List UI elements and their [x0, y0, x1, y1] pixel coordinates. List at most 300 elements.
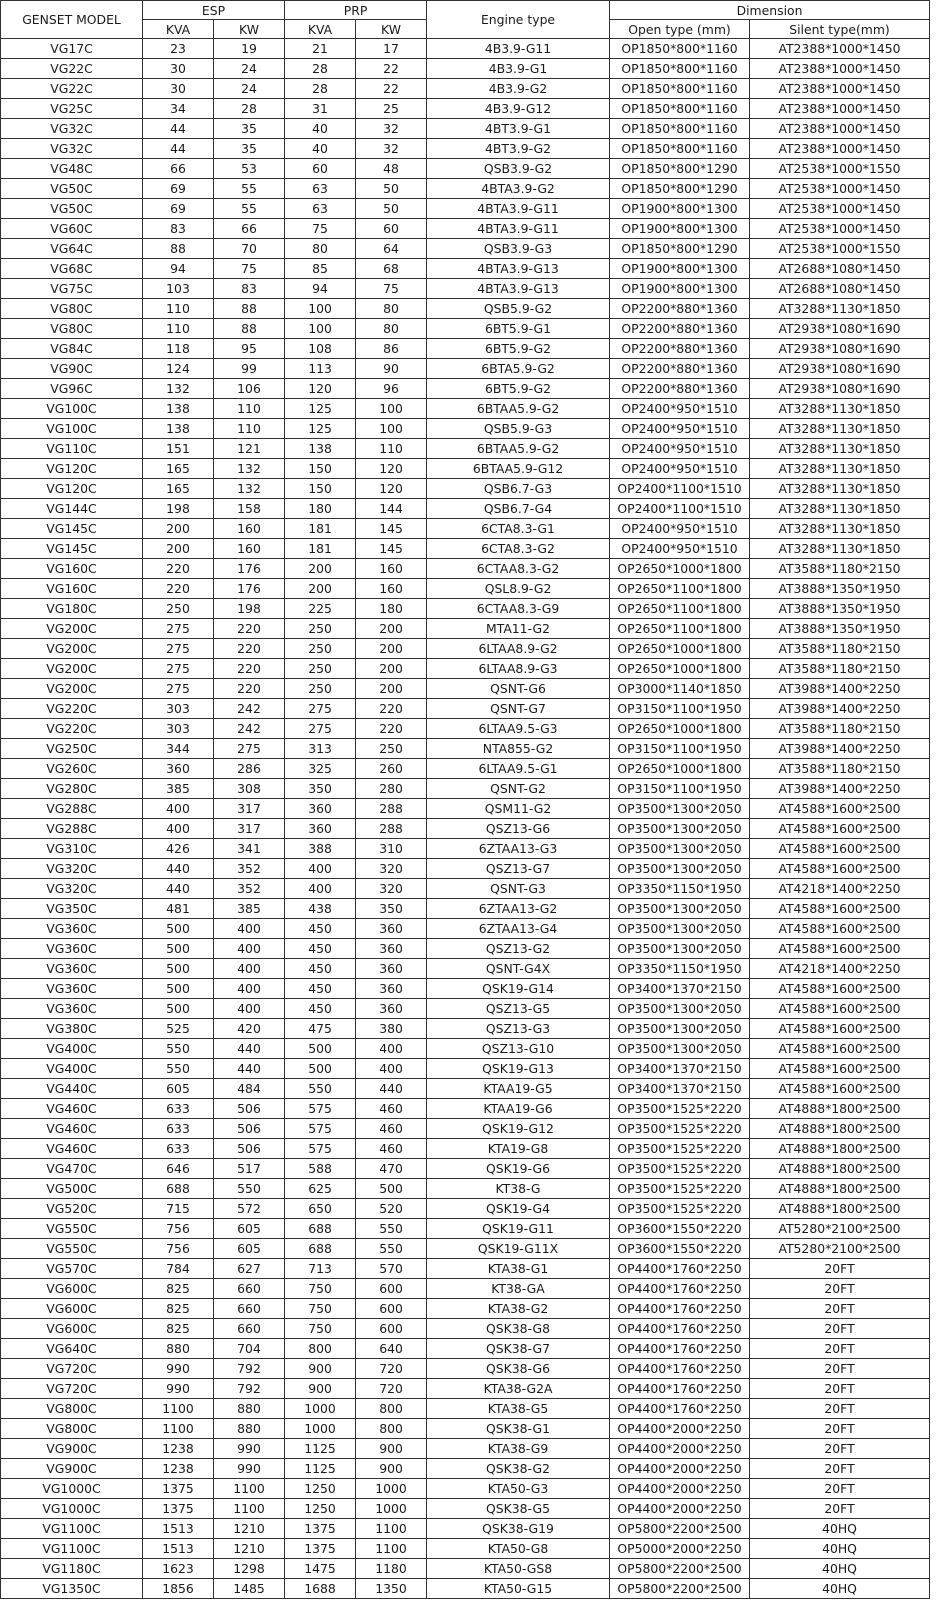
- esp-kva-cell: 500: [143, 979, 214, 999]
- esp-kva-cell: 500: [143, 999, 214, 1019]
- prp-kw-cell: 200: [356, 619, 427, 639]
- esp-kw-cell: 275: [214, 739, 285, 759]
- silent-type-dim-cell: 20FT: [750, 1359, 930, 1379]
- engine-type-cell: 6CTA8.3-G2: [427, 539, 610, 559]
- esp-kw-cell: 66: [214, 219, 285, 239]
- table-row: [1, 379, 930, 399]
- table-row: [1, 1539, 930, 1559]
- table-row: [1, 1139, 930, 1159]
- engine-type-cell: QSK19-G4: [427, 1199, 610, 1219]
- genset-model-cell: VG320C: [1, 859, 143, 879]
- prp-kva-cell: 750: [285, 1299, 356, 1319]
- esp-kw-cell: 88: [214, 319, 285, 339]
- esp-kw-cell: 19: [214, 39, 285, 59]
- prp-kw-cell: 720: [356, 1359, 427, 1379]
- esp-kva-cell: 69: [143, 179, 214, 199]
- esp-kva-cell: 481: [143, 899, 214, 919]
- silent-type-dim-cell: 20FT: [750, 1479, 930, 1499]
- table-row: [1, 819, 930, 839]
- esp-kw-cell: 121: [214, 439, 285, 459]
- esp-kw-cell: 220: [214, 679, 285, 699]
- prp-kw-cell: 120: [356, 479, 427, 499]
- table-row: [1, 239, 930, 259]
- open-type-dim-cell: OP3500*1525*2220: [610, 1139, 750, 1159]
- esp-kw-cell: 160: [214, 539, 285, 559]
- engine-type-cell: QSK38-G7: [427, 1339, 610, 1359]
- silent-type-dim-cell: 20FT: [750, 1499, 930, 1519]
- esp-kva-cell: 550: [143, 1039, 214, 1059]
- engine-type-cell: QSZ13-G10: [427, 1039, 610, 1059]
- prp-kw-cell: 75: [356, 279, 427, 299]
- silent-type-dim-cell: AT3588*1180*2150: [750, 659, 930, 679]
- prp-kw-cell: 80: [356, 299, 427, 319]
- open-type-dim-cell: OP1850*800*1290: [610, 159, 750, 179]
- open-type-dim-cell: OP3150*1100*1950: [610, 779, 750, 799]
- esp-kva-cell: 132: [143, 379, 214, 399]
- esp-kw-cell: 132: [214, 459, 285, 479]
- genset-model-cell: VG288C: [1, 819, 143, 839]
- open-type-dim-cell: OP1850*800*1160: [610, 99, 750, 119]
- esp-kva-cell: 151: [143, 439, 214, 459]
- table-row: [1, 1399, 930, 1419]
- prp-kw-cell: 86: [356, 339, 427, 359]
- engine-type-cell: KTA38-G5: [427, 1399, 610, 1419]
- table-row: [1, 1459, 930, 1479]
- prp-kw-cell: 200: [356, 639, 427, 659]
- esp-kva-cell: 784: [143, 1259, 214, 1279]
- silent-type-dim-cell: 20FT: [750, 1419, 930, 1439]
- esp-kw-cell: 1210: [214, 1519, 285, 1539]
- open-type-dim-cell: OP1850*800*1290: [610, 179, 750, 199]
- silent-type-dim-cell: AT4588*1600*2500: [750, 839, 930, 859]
- esp-kw-cell: 176: [214, 579, 285, 599]
- silent-type-dim-cell: AT3888*1350*1950: [750, 619, 930, 639]
- genset-model-cell: VG160C: [1, 579, 143, 599]
- open-type-dim-cell: OP3500*1525*2220: [610, 1099, 750, 1119]
- table-row: [1, 99, 930, 119]
- open-type-dim-cell: OP3500*1525*2220: [610, 1119, 750, 1139]
- table-row: [1, 899, 930, 919]
- engine-type-cell: KTA50-G3: [427, 1479, 610, 1499]
- open-type-dim-cell: OP4400*1760*2250: [610, 1299, 750, 1319]
- esp-kva-cell: 500: [143, 939, 214, 959]
- table-row: [1, 939, 930, 959]
- silent-type-dim-cell: AT5280*2100*2500: [750, 1239, 930, 1259]
- genset-model-cell: VG120C: [1, 479, 143, 499]
- esp-kw-cell: 660: [214, 1299, 285, 1319]
- genset-model-cell: VG1100C: [1, 1539, 143, 1559]
- genset-model-cell: VG64C: [1, 239, 143, 259]
- prp-kva-cell: 550: [285, 1079, 356, 1099]
- header-open-type: Open type (mm): [610, 20, 750, 39]
- open-type-dim-cell: OP4400*1760*2250: [610, 1359, 750, 1379]
- open-type-dim-cell: OP3500*1300*2050: [610, 999, 750, 1019]
- silent-type-dim-cell: AT4588*1600*2500: [750, 1079, 930, 1099]
- prp-kw-cell: 600: [356, 1279, 427, 1299]
- esp-kw-cell: 1298: [214, 1559, 285, 1579]
- open-type-dim-cell: OP3500*1300*2050: [610, 799, 750, 819]
- genset-model-cell: VG100C: [1, 399, 143, 419]
- genset-model-cell: VG50C: [1, 179, 143, 199]
- silent-type-dim-cell: AT2538*1000*1450: [750, 179, 930, 199]
- silent-type-dim-cell: AT4588*1600*2500: [750, 859, 930, 879]
- prp-kva-cell: 575: [285, 1139, 356, 1159]
- esp-kw-cell: 704: [214, 1339, 285, 1359]
- esp-kva-cell: 1856: [143, 1579, 214, 1599]
- engine-type-cell: QSZ13-G6: [427, 819, 610, 839]
- genset-model-cell: VG720C: [1, 1359, 143, 1379]
- open-type-dim-cell: OP4400*2000*2250: [610, 1499, 750, 1519]
- prp-kw-cell: 520: [356, 1199, 427, 1219]
- prp-kw-cell: 1100: [356, 1519, 427, 1539]
- table-row: [1, 1359, 930, 1379]
- silent-type-dim-cell: 20FT: [750, 1339, 930, 1359]
- prp-kva-cell: 713: [285, 1259, 356, 1279]
- header-prp-kva: KVA: [285, 20, 356, 39]
- prp-kw-cell: 800: [356, 1419, 427, 1439]
- engine-type-cell: QSK19-G14: [427, 979, 610, 999]
- genset-model-cell: VG145C: [1, 539, 143, 559]
- table-row: [1, 759, 930, 779]
- prp-kw-cell: 32: [356, 119, 427, 139]
- open-type-dim-cell: OP3500*1300*2050: [610, 819, 750, 839]
- prp-kva-cell: 250: [285, 679, 356, 699]
- silent-type-dim-cell: 20FT: [750, 1379, 930, 1399]
- esp-kva-cell: 34: [143, 99, 214, 119]
- esp-kva-cell: 825: [143, 1279, 214, 1299]
- genset-model-cell: VG22C: [1, 79, 143, 99]
- prp-kva-cell: 120: [285, 379, 356, 399]
- table-row: [1, 479, 930, 499]
- esp-kw-cell: 400: [214, 919, 285, 939]
- engine-type-cell: KTA38-G2: [427, 1299, 610, 1319]
- engine-type-cell: QSK38-G19: [427, 1519, 610, 1539]
- header-prp: PRP: [285, 1, 427, 20]
- genset-model-cell: VG380C: [1, 1019, 143, 1039]
- esp-kw-cell: 627: [214, 1259, 285, 1279]
- open-type-dim-cell: OP3350*1150*1950: [610, 959, 750, 979]
- silent-type-dim-cell: AT2388*1000*1450: [750, 99, 930, 119]
- prp-kva-cell: 450: [285, 999, 356, 1019]
- prp-kva-cell: 1125: [285, 1459, 356, 1479]
- genset-model-cell: VG800C: [1, 1419, 143, 1439]
- silent-type-dim-cell: AT3288*1130*1850: [750, 399, 930, 419]
- genset-model-cell: VG220C: [1, 719, 143, 739]
- silent-type-dim-cell: AT3288*1130*1850: [750, 519, 930, 539]
- table-row: [1, 459, 930, 479]
- genset-model-cell: VG360C: [1, 919, 143, 939]
- engine-type-cell: QSZ13-G7: [427, 859, 610, 879]
- prp-kw-cell: 1100: [356, 1539, 427, 1559]
- open-type-dim-cell: OP1900*800*1300: [610, 279, 750, 299]
- open-type-dim-cell: OP2400*1100*1510: [610, 479, 750, 499]
- genset-model-cell: VG220C: [1, 699, 143, 719]
- engine-type-cell: 4B3.9-G12: [427, 99, 610, 119]
- genset-model-cell: VG360C: [1, 939, 143, 959]
- table-row: [1, 559, 930, 579]
- esp-kva-cell: 344: [143, 739, 214, 759]
- esp-kva-cell: 440: [143, 879, 214, 899]
- table-row: [1, 1339, 930, 1359]
- open-type-dim-cell: OP2200*880*1360: [610, 299, 750, 319]
- prp-kw-cell: 17: [356, 39, 427, 59]
- genset-model-cell: VG260C: [1, 759, 143, 779]
- prp-kw-cell: 288: [356, 799, 427, 819]
- prp-kva-cell: 400: [285, 879, 356, 899]
- prp-kva-cell: 750: [285, 1319, 356, 1339]
- esp-kva-cell: 88: [143, 239, 214, 259]
- open-type-dim-cell: OP2400*950*1510: [610, 539, 750, 559]
- esp-kva-cell: 880: [143, 1339, 214, 1359]
- esp-kw-cell: 792: [214, 1359, 285, 1379]
- prp-kva-cell: 60: [285, 159, 356, 179]
- table-row: [1, 1379, 930, 1399]
- esp-kw-cell: 35: [214, 139, 285, 159]
- esp-kva-cell: 275: [143, 639, 214, 659]
- prp-kva-cell: 360: [285, 799, 356, 819]
- table-row: [1, 519, 930, 539]
- silent-type-dim-cell: AT3288*1130*1850: [750, 539, 930, 559]
- genset-model-cell: VG180C: [1, 599, 143, 619]
- open-type-dim-cell: OP2200*880*1360: [610, 379, 750, 399]
- genset-model-cell: VG800C: [1, 1399, 143, 1419]
- open-type-dim-cell: OP4400*2000*2250: [610, 1419, 750, 1439]
- esp-kw-cell: 990: [214, 1459, 285, 1479]
- esp-kw-cell: 24: [214, 59, 285, 79]
- esp-kva-cell: 94: [143, 259, 214, 279]
- silent-type-dim-cell: 40HQ: [750, 1559, 930, 1579]
- prp-kw-cell: 220: [356, 719, 427, 739]
- engine-type-cell: 6BTAA5.9-G2: [427, 399, 610, 419]
- silent-type-dim-cell: AT4888*1800*2500: [750, 1139, 930, 1159]
- genset-model-cell: VG1000C: [1, 1499, 143, 1519]
- genset-model-cell: VG400C: [1, 1059, 143, 1079]
- esp-kva-cell: 138: [143, 399, 214, 419]
- genset-model-cell: VG1100C: [1, 1519, 143, 1539]
- engine-type-cell: QSB5.9-G2: [427, 299, 610, 319]
- esp-kva-cell: 990: [143, 1379, 214, 1399]
- silent-type-dim-cell: 40HQ: [750, 1519, 930, 1539]
- genset-model-cell: VG460C: [1, 1119, 143, 1139]
- esp-kw-cell: 1485: [214, 1579, 285, 1599]
- genset-model-cell: VG145C: [1, 519, 143, 539]
- prp-kw-cell: 32: [356, 139, 427, 159]
- prp-kva-cell: 75: [285, 219, 356, 239]
- silent-type-dim-cell: AT3588*1180*2150: [750, 719, 930, 739]
- engine-type-cell: 4BT3.9-G1: [427, 119, 610, 139]
- engine-type-cell: QSNT-G2: [427, 779, 610, 799]
- table-row: [1, 1259, 930, 1279]
- genset-model-cell: VG360C: [1, 979, 143, 999]
- esp-kw-cell: 110: [214, 399, 285, 419]
- table-row: [1, 219, 930, 239]
- genset-model-cell: VG520C: [1, 1199, 143, 1219]
- prp-kw-cell: 100: [356, 419, 427, 439]
- prp-kva-cell: 150: [285, 459, 356, 479]
- silent-type-dim-cell: AT3988*1400*2250: [750, 679, 930, 699]
- open-type-dim-cell: OP2650*1000*1800: [610, 559, 750, 579]
- prp-kva-cell: 275: [285, 699, 356, 719]
- engine-type-cell: QSNT-G4X: [427, 959, 610, 979]
- prp-kva-cell: 200: [285, 579, 356, 599]
- open-type-dim-cell: OP3000*1140*1850: [610, 679, 750, 699]
- open-type-dim-cell: OP2400*950*1510: [610, 439, 750, 459]
- prp-kva-cell: 225: [285, 599, 356, 619]
- esp-kw-cell: 440: [214, 1039, 285, 1059]
- prp-kva-cell: 750: [285, 1279, 356, 1299]
- prp-kw-cell: 90: [356, 359, 427, 379]
- open-type-dim-cell: OP2650*1000*1800: [610, 719, 750, 739]
- prp-kva-cell: 1688: [285, 1579, 356, 1599]
- engine-type-cell: KTAA19-G5: [427, 1079, 610, 1099]
- engine-type-cell: QSZ13-G2: [427, 939, 610, 959]
- esp-kva-cell: 715: [143, 1199, 214, 1219]
- esp-kw-cell: 176: [214, 559, 285, 579]
- engine-type-cell: 6BT5.9-G1: [427, 319, 610, 339]
- open-type-dim-cell: OP3500*1300*2050: [610, 1039, 750, 1059]
- open-type-dim-cell: OP1900*800*1300: [610, 219, 750, 239]
- table-row: [1, 1239, 930, 1259]
- genset-model-cell: VG22C: [1, 59, 143, 79]
- genset-model-cell: VG200C: [1, 639, 143, 659]
- engine-type-cell: 6BT5.9-G2: [427, 379, 610, 399]
- esp-kw-cell: 400: [214, 979, 285, 999]
- esp-kva-cell: 385: [143, 779, 214, 799]
- open-type-dim-cell: OP1850*800*1160: [610, 79, 750, 99]
- prp-kva-cell: 575: [285, 1119, 356, 1139]
- prp-kva-cell: 900: [285, 1359, 356, 1379]
- esp-kva-cell: 220: [143, 579, 214, 599]
- prp-kva-cell: 1250: [285, 1479, 356, 1499]
- prp-kva-cell: 688: [285, 1239, 356, 1259]
- prp-kw-cell: 96: [356, 379, 427, 399]
- esp-kw-cell: 106: [214, 379, 285, 399]
- esp-kw-cell: 24: [214, 79, 285, 99]
- genset-model-cell: VG200C: [1, 679, 143, 699]
- engine-type-cell: 4BTA3.9-G11: [427, 199, 610, 219]
- prp-kw-cell: 200: [356, 679, 427, 699]
- genset-model-cell: VG160C: [1, 559, 143, 579]
- prp-kva-cell: 450: [285, 979, 356, 999]
- engine-type-cell: QSB6.7-G3: [427, 479, 610, 499]
- silent-type-dim-cell: AT2538*1000*1550: [750, 239, 930, 259]
- prp-kw-cell: 1000: [356, 1499, 427, 1519]
- prp-kw-cell: 360: [356, 919, 427, 939]
- genset-model-cell: VG310C: [1, 839, 143, 859]
- open-type-dim-cell: OP2650*1000*1800: [610, 639, 750, 659]
- prp-kw-cell: 360: [356, 999, 427, 1019]
- prp-kw-cell: 460: [356, 1119, 427, 1139]
- esp-kva-cell: 30: [143, 79, 214, 99]
- prp-kw-cell: 110: [356, 439, 427, 459]
- esp-kva-cell: 646: [143, 1159, 214, 1179]
- silent-type-dim-cell: AT5280*2100*2500: [750, 1219, 930, 1239]
- esp-kw-cell: 242: [214, 719, 285, 739]
- open-type-dim-cell: OP4400*2000*2250: [610, 1459, 750, 1479]
- prp-kva-cell: 100: [285, 319, 356, 339]
- prp-kva-cell: 325: [285, 759, 356, 779]
- silent-type-dim-cell: AT4888*1800*2500: [750, 1159, 930, 1179]
- esp-kva-cell: 200: [143, 519, 214, 539]
- silent-type-dim-cell: AT4588*1600*2500: [750, 899, 930, 919]
- esp-kw-cell: 198: [214, 599, 285, 619]
- open-type-dim-cell: OP3500*1300*2050: [610, 1019, 750, 1039]
- esp-kva-cell: 605: [143, 1079, 214, 1099]
- prp-kw-cell: 360: [356, 939, 427, 959]
- esp-kva-cell: 1100: [143, 1399, 214, 1419]
- esp-kva-cell: 250: [143, 599, 214, 619]
- prp-kva-cell: 181: [285, 519, 356, 539]
- esp-kva-cell: 23: [143, 39, 214, 59]
- engine-type-cell: QSK38-G2: [427, 1459, 610, 1479]
- prp-kva-cell: 94: [285, 279, 356, 299]
- prp-kva-cell: 800: [285, 1339, 356, 1359]
- prp-kva-cell: 588: [285, 1159, 356, 1179]
- prp-kva-cell: 360: [285, 819, 356, 839]
- engine-type-cell: KTA19-G8: [427, 1139, 610, 1159]
- engine-type-cell: QSB3.9-G3: [427, 239, 610, 259]
- prp-kw-cell: 360: [356, 979, 427, 999]
- engine-type-cell: QSB3.9-G2: [427, 159, 610, 179]
- table-row: [1, 879, 930, 899]
- esp-kw-cell: 572: [214, 1199, 285, 1219]
- prp-kw-cell: 145: [356, 519, 427, 539]
- table-row: [1, 679, 930, 699]
- prp-kva-cell: 21: [285, 39, 356, 59]
- table-row: [1, 619, 930, 639]
- genset-model-cell: VG90C: [1, 359, 143, 379]
- table-row: [1, 299, 930, 319]
- open-type-dim-cell: OP1850*800*1160: [610, 119, 750, 139]
- silent-type-dim-cell: AT3988*1400*2250: [750, 779, 930, 799]
- esp-kva-cell: 303: [143, 699, 214, 719]
- table-row: [1, 39, 930, 59]
- open-type-dim-cell: OP4400*1760*2250: [610, 1379, 750, 1399]
- genset-model-cell: VG200C: [1, 659, 143, 679]
- prp-kva-cell: 1375: [285, 1539, 356, 1559]
- esp-kva-cell: 633: [143, 1139, 214, 1159]
- prp-kva-cell: 85: [285, 259, 356, 279]
- genset-model-cell: VG48C: [1, 159, 143, 179]
- silent-type-dim-cell: AT2538*1000*1450: [750, 199, 930, 219]
- open-type-dim-cell: OP4400*1760*2250: [610, 1319, 750, 1339]
- esp-kw-cell: 242: [214, 699, 285, 719]
- prp-kw-cell: 900: [356, 1459, 427, 1479]
- open-type-dim-cell: OP2650*1000*1800: [610, 759, 750, 779]
- esp-kw-cell: 286: [214, 759, 285, 779]
- genset-model-cell: VG460C: [1, 1099, 143, 1119]
- silent-type-dim-cell: AT3888*1350*1950: [750, 579, 930, 599]
- silent-type-dim-cell: 20FT: [750, 1459, 930, 1479]
- silent-type-dim-cell: AT3888*1350*1950: [750, 599, 930, 619]
- prp-kva-cell: 63: [285, 179, 356, 199]
- genset-model-cell: VG120C: [1, 459, 143, 479]
- engine-type-cell: KTA38-G2A: [427, 1379, 610, 1399]
- engine-type-cell: QSK19-G11: [427, 1219, 610, 1239]
- prp-kw-cell: 350: [356, 899, 427, 919]
- open-type-dim-cell: OP4400*2000*2250: [610, 1479, 750, 1499]
- open-type-dim-cell: OP3500*1300*2050: [610, 919, 750, 939]
- esp-kva-cell: 30: [143, 59, 214, 79]
- engine-type-cell: 6CTAA8.3-G2: [427, 559, 610, 579]
- table-row: [1, 199, 930, 219]
- genset-model-cell: VG250C: [1, 739, 143, 759]
- silent-type-dim-cell: AT2388*1000*1450: [750, 79, 930, 99]
- prp-kva-cell: 180: [285, 499, 356, 519]
- prp-kva-cell: 475: [285, 1019, 356, 1039]
- engine-type-cell: KT38-G: [427, 1179, 610, 1199]
- prp-kw-cell: 144: [356, 499, 427, 519]
